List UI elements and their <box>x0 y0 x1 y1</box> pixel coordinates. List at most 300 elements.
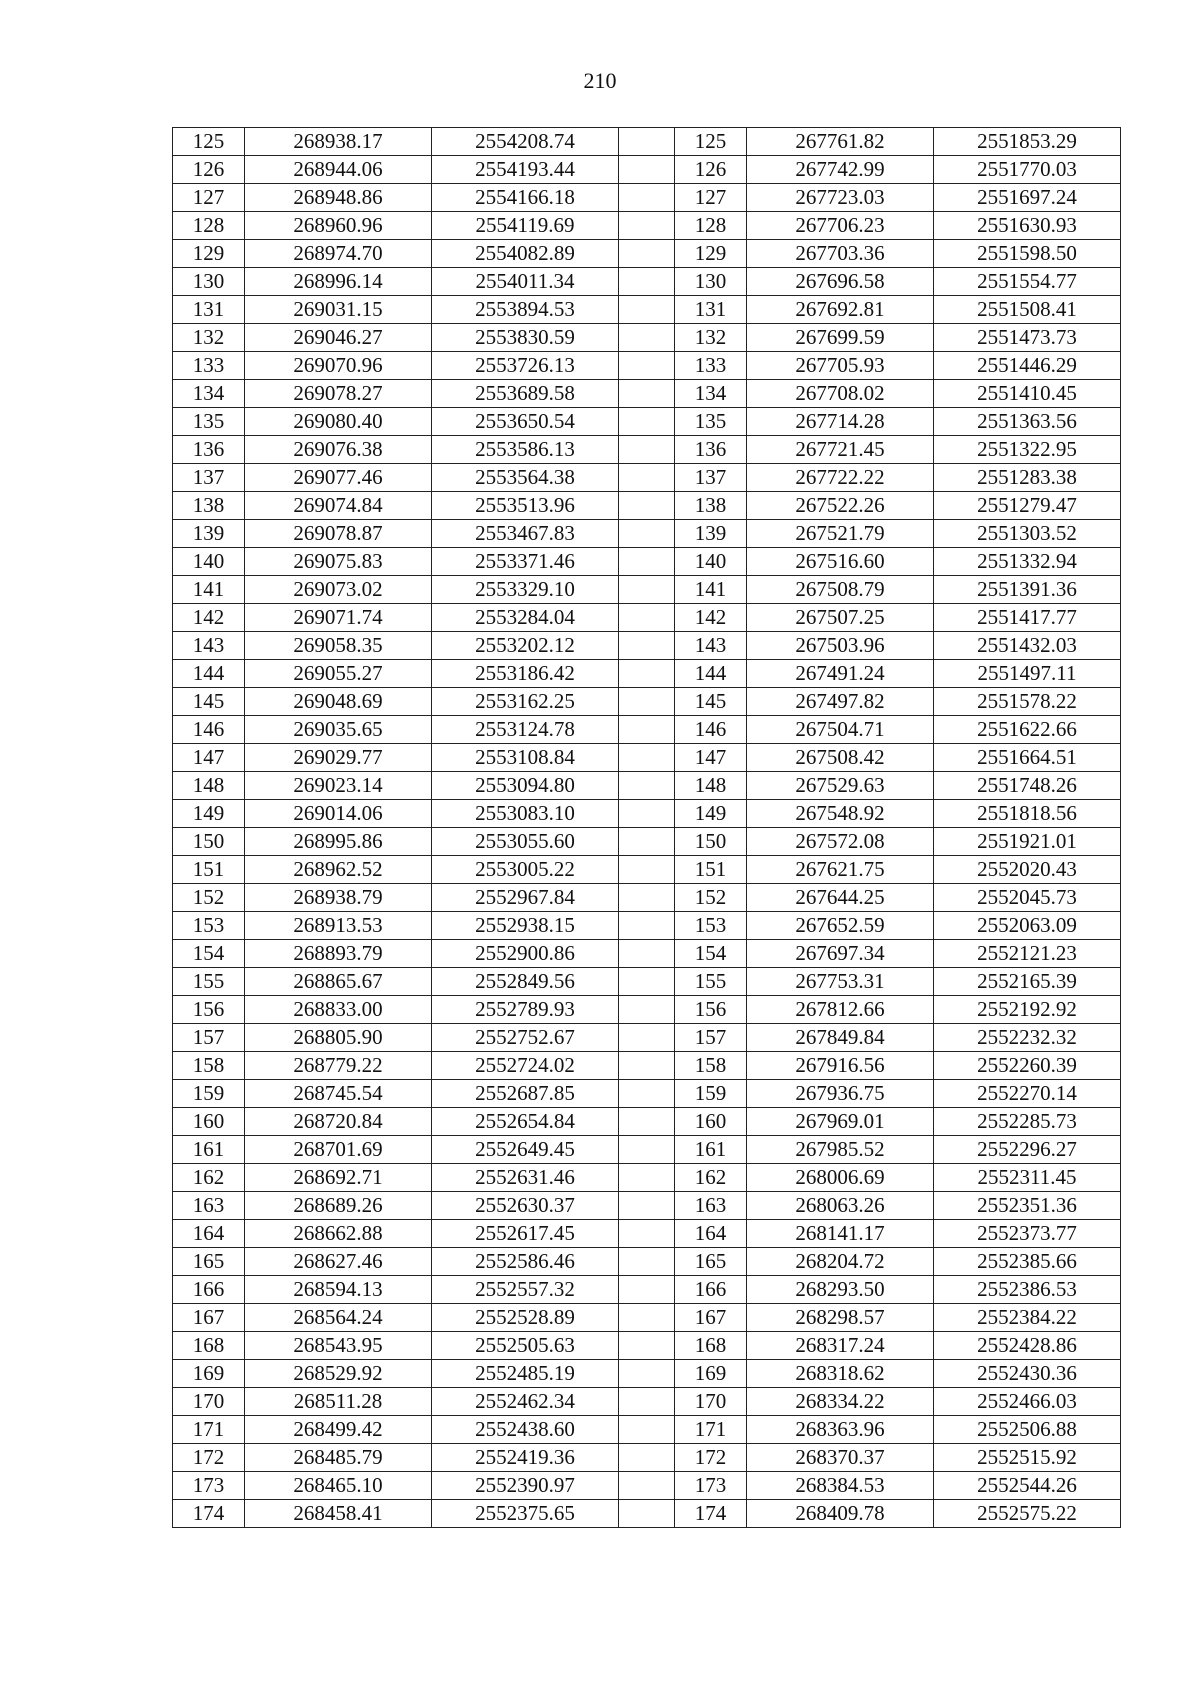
y-coordinate-left: 2552789.93 <box>432 996 619 1024</box>
spacer-cell <box>619 968 675 996</box>
table-row <box>173 380 1121 408</box>
spacer-cell <box>619 828 675 856</box>
y-coordinate-left: 2553726.13 <box>432 352 619 380</box>
point-number-right: 165 <box>675 1248 747 1276</box>
table-row <box>173 1304 1121 1332</box>
point-number-left: 142 <box>173 604 245 632</box>
x-coordinate-left: 268511.28 <box>245 1388 432 1416</box>
y-coordinate-left: 2552528.89 <box>432 1304 619 1332</box>
point-number-right: 130 <box>675 268 747 296</box>
spacer-cell <box>619 912 675 940</box>
x-coordinate-left: 269058.35 <box>245 632 432 660</box>
point-number-right: 138 <box>675 492 747 520</box>
point-number-left: 137 <box>173 464 245 492</box>
x-coordinate-right: 267692.81 <box>747 296 934 324</box>
table-row <box>173 464 1121 492</box>
x-coordinate-right: 267497.82 <box>747 688 934 716</box>
table-row <box>173 996 1121 1024</box>
table-row <box>173 968 1121 996</box>
x-coordinate-left: 268594.13 <box>245 1276 432 1304</box>
spacer-cell <box>619 1024 675 1052</box>
x-coordinate-right: 267706.23 <box>747 212 934 240</box>
point-number-left: 173 <box>173 1472 245 1500</box>
point-number-left: 153 <box>173 912 245 940</box>
table-row <box>173 716 1121 744</box>
point-number-right: 157 <box>675 1024 747 1052</box>
table-row <box>173 548 1121 576</box>
y-coordinate-left: 2552617.45 <box>432 1220 619 1248</box>
y-coordinate-left: 2552485.19 <box>432 1360 619 1388</box>
point-number-right: 148 <box>675 772 747 800</box>
x-coordinate-left: 269035.65 <box>245 716 432 744</box>
y-coordinate-right: 2551417.77 <box>934 604 1121 632</box>
point-number-left: 130 <box>173 268 245 296</box>
spacer-cell <box>619 436 675 464</box>
point-number-right: 131 <box>675 296 747 324</box>
point-number-right: 127 <box>675 184 747 212</box>
table-row <box>173 1276 1121 1304</box>
x-coordinate-right: 267812.66 <box>747 996 934 1024</box>
x-coordinate-left: 268865.67 <box>245 968 432 996</box>
x-coordinate-left: 268938.79 <box>245 884 432 912</box>
y-coordinate-right: 2552270.14 <box>934 1080 1121 1108</box>
x-coordinate-right: 267761.82 <box>747 128 934 156</box>
point-number-right: 166 <box>675 1276 747 1304</box>
x-coordinate-left: 268627.46 <box>245 1248 432 1276</box>
y-coordinate-right: 2552311.45 <box>934 1164 1121 1192</box>
point-number-right: 158 <box>675 1052 747 1080</box>
x-coordinate-right: 268298.57 <box>747 1304 934 1332</box>
coordinates-table <box>172 127 1121 1528</box>
x-coordinate-right: 267714.28 <box>747 408 934 436</box>
spacer-cell <box>619 240 675 268</box>
spacer-cell <box>619 128 675 156</box>
y-coordinate-left: 2552631.46 <box>432 1164 619 1192</box>
y-coordinate-left: 2553055.60 <box>432 828 619 856</box>
point-number-right: 149 <box>675 800 747 828</box>
x-coordinate-left: 269071.74 <box>245 604 432 632</box>
point-number-right: 155 <box>675 968 747 996</box>
point-number-right: 153 <box>675 912 747 940</box>
y-coordinate-left: 2552586.46 <box>432 1248 619 1276</box>
x-coordinate-right: 268063.26 <box>747 1192 934 1220</box>
point-number-left: 144 <box>173 660 245 688</box>
y-coordinate-left: 2554166.18 <box>432 184 619 212</box>
table-row <box>173 632 1121 660</box>
spacer-cell <box>619 1052 675 1080</box>
table-row <box>173 912 1121 940</box>
y-coordinate-right: 2551446.29 <box>934 352 1121 380</box>
x-coordinate-left: 268499.42 <box>245 1416 432 1444</box>
y-coordinate-left: 2553564.38 <box>432 464 619 492</box>
y-coordinate-right: 2551630.93 <box>934 212 1121 240</box>
spacer-cell <box>619 1360 675 1388</box>
spacer-cell <box>619 1444 675 1472</box>
table-row <box>173 1220 1121 1248</box>
point-number-right: 129 <box>675 240 747 268</box>
point-number-right: 146 <box>675 716 747 744</box>
table-row <box>173 296 1121 324</box>
x-coordinate-right: 267697.34 <box>747 940 934 968</box>
spacer-cell <box>619 352 675 380</box>
point-number-left: 126 <box>173 156 245 184</box>
x-coordinate-left: 269031.15 <box>245 296 432 324</box>
point-number-left: 151 <box>173 856 245 884</box>
x-coordinate-left: 268465.10 <box>245 1472 432 1500</box>
table-row <box>173 1108 1121 1136</box>
point-number-left: 129 <box>173 240 245 268</box>
x-coordinate-left: 268996.14 <box>245 268 432 296</box>
spacer-cell <box>619 1248 675 1276</box>
spacer-cell <box>619 492 675 520</box>
y-coordinate-right: 2552373.77 <box>934 1220 1121 1248</box>
spacer-cell <box>619 324 675 352</box>
point-number-right: 154 <box>675 940 747 968</box>
x-coordinate-left: 268948.86 <box>245 184 432 212</box>
spacer-cell <box>619 1108 675 1136</box>
point-number-left: 138 <box>173 492 245 520</box>
x-coordinate-left: 269077.46 <box>245 464 432 492</box>
spacer-cell <box>619 716 675 744</box>
spacer-cell <box>619 856 675 884</box>
y-coordinate-right: 2551473.73 <box>934 324 1121 352</box>
x-coordinate-right: 267753.31 <box>747 968 934 996</box>
x-coordinate-right: 268293.50 <box>747 1276 934 1304</box>
spacer-cell <box>619 604 675 632</box>
point-number-left: 140 <box>173 548 245 576</box>
x-coordinate-right: 268363.96 <box>747 1416 934 1444</box>
y-coordinate-right: 2551283.38 <box>934 464 1121 492</box>
x-coordinate-right: 268334.22 <box>747 1388 934 1416</box>
point-number-right: 133 <box>675 352 747 380</box>
y-coordinate-left: 2552557.32 <box>432 1276 619 1304</box>
y-coordinate-left: 2552505.63 <box>432 1332 619 1360</box>
x-coordinate-left: 268458.41 <box>245 1500 432 1528</box>
y-coordinate-right: 2551410.45 <box>934 380 1121 408</box>
spacer-cell <box>619 156 675 184</box>
x-coordinate-left: 268962.52 <box>245 856 432 884</box>
point-number-right: 151 <box>675 856 747 884</box>
spacer-cell <box>619 268 675 296</box>
point-number-right: 135 <box>675 408 747 436</box>
x-coordinate-right: 268204.72 <box>747 1248 934 1276</box>
spacer-cell <box>619 380 675 408</box>
x-coordinate-left: 269055.27 <box>245 660 432 688</box>
point-number-right: 159 <box>675 1080 747 1108</box>
x-coordinate-left: 268938.17 <box>245 128 432 156</box>
x-coordinate-left: 269029.77 <box>245 744 432 772</box>
spacer-cell <box>619 1500 675 1528</box>
table-row <box>173 1080 1121 1108</box>
y-coordinate-left: 2552967.84 <box>432 884 619 912</box>
table-row <box>173 772 1121 800</box>
point-number-left: 158 <box>173 1052 245 1080</box>
y-coordinate-right: 2552232.32 <box>934 1024 1121 1052</box>
point-number-left: 150 <box>173 828 245 856</box>
x-coordinate-right: 268409.78 <box>747 1500 934 1528</box>
y-coordinate-left: 2553284.04 <box>432 604 619 632</box>
point-number-left: 157 <box>173 1024 245 1052</box>
table-row <box>173 128 1121 156</box>
table-row <box>173 212 1121 240</box>
point-number-right: 134 <box>675 380 747 408</box>
x-coordinate-right: 267703.36 <box>747 240 934 268</box>
y-coordinate-right: 2552020.43 <box>934 856 1121 884</box>
x-coordinate-left: 269048.69 <box>245 688 432 716</box>
x-coordinate-left: 268833.00 <box>245 996 432 1024</box>
table-row <box>173 1416 1121 1444</box>
x-coordinate-right: 267708.02 <box>747 380 934 408</box>
point-number-left: 159 <box>173 1080 245 1108</box>
point-number-left: 169 <box>173 1360 245 1388</box>
spacer-cell <box>619 408 675 436</box>
x-coordinate-right: 267696.58 <box>747 268 934 296</box>
spacer-cell <box>619 212 675 240</box>
y-coordinate-right: 2551508.41 <box>934 296 1121 324</box>
y-coordinate-left: 2553108.84 <box>432 744 619 772</box>
point-number-left: 135 <box>173 408 245 436</box>
spacer-cell <box>619 660 675 688</box>
y-coordinate-right: 2552506.88 <box>934 1416 1121 1444</box>
point-number-right: 168 <box>675 1332 747 1360</box>
table-row <box>173 184 1121 212</box>
y-coordinate-right: 2551598.50 <box>934 240 1121 268</box>
coordinates-table-body <box>173 128 1121 1528</box>
table-row <box>173 1360 1121 1388</box>
y-coordinate-left: 2554119.69 <box>432 212 619 240</box>
x-coordinate-left: 269076.38 <box>245 436 432 464</box>
x-coordinate-right: 267723.03 <box>747 184 934 212</box>
spacer-cell <box>619 996 675 1024</box>
point-number-left: 168 <box>173 1332 245 1360</box>
point-number-right: 171 <box>675 1416 747 1444</box>
x-coordinate-right: 267621.75 <box>747 856 934 884</box>
x-coordinate-left: 268529.92 <box>245 1360 432 1388</box>
y-coordinate-left: 2552419.36 <box>432 1444 619 1472</box>
x-coordinate-left: 269074.84 <box>245 492 432 520</box>
point-number-right: 125 <box>675 128 747 156</box>
point-number-left: 139 <box>173 520 245 548</box>
y-coordinate-right: 2552045.73 <box>934 884 1121 912</box>
spacer-cell <box>619 1080 675 1108</box>
x-coordinate-left: 268960.96 <box>245 212 432 240</box>
table-row <box>173 576 1121 604</box>
spacer-cell <box>619 688 675 716</box>
x-coordinate-right: 268141.17 <box>747 1220 934 1248</box>
point-number-left: 125 <box>173 128 245 156</box>
spacer-cell <box>619 548 675 576</box>
point-number-left: 147 <box>173 744 245 772</box>
spacer-cell <box>619 1416 675 1444</box>
x-coordinate-right: 267916.56 <box>747 1052 934 1080</box>
x-coordinate-right: 267705.93 <box>747 352 934 380</box>
y-coordinate-left: 2552687.85 <box>432 1080 619 1108</box>
table-row <box>173 520 1121 548</box>
x-coordinate-left: 269080.40 <box>245 408 432 436</box>
y-coordinate-left: 2552438.60 <box>432 1416 619 1444</box>
table-row <box>173 1500 1121 1528</box>
point-number-right: 167 <box>675 1304 747 1332</box>
x-coordinate-right: 267522.26 <box>747 492 934 520</box>
y-coordinate-left: 2554208.74 <box>432 128 619 156</box>
y-coordinate-right: 2551303.52 <box>934 520 1121 548</box>
spacer-cell <box>619 1388 675 1416</box>
point-number-right: 169 <box>675 1360 747 1388</box>
x-coordinate-left: 268995.86 <box>245 828 432 856</box>
y-coordinate-right: 2552466.03 <box>934 1388 1121 1416</box>
y-coordinate-right: 2551363.56 <box>934 408 1121 436</box>
y-coordinate-right: 2552515.92 <box>934 1444 1121 1472</box>
y-coordinate-left: 2553124.78 <box>432 716 619 744</box>
y-coordinate-right: 2552121.23 <box>934 940 1121 968</box>
y-coordinate-right: 2551391.36 <box>934 576 1121 604</box>
y-coordinate-right: 2551770.03 <box>934 156 1121 184</box>
table-row <box>173 1472 1121 1500</box>
x-coordinate-right: 267742.99 <box>747 156 934 184</box>
y-coordinate-left: 2554193.44 <box>432 156 619 184</box>
y-coordinate-left: 2553830.59 <box>432 324 619 352</box>
x-coordinate-left: 269078.87 <box>245 520 432 548</box>
y-coordinate-left: 2552462.34 <box>432 1388 619 1416</box>
x-coordinate-right: 267507.25 <box>747 604 934 632</box>
y-coordinate-right: 2551853.29 <box>934 128 1121 156</box>
spacer-cell <box>619 1276 675 1304</box>
point-number-left: 156 <box>173 996 245 1024</box>
y-coordinate-left: 2553650.54 <box>432 408 619 436</box>
spacer-cell <box>619 184 675 212</box>
x-coordinate-right: 267644.25 <box>747 884 934 912</box>
point-number-left: 148 <box>173 772 245 800</box>
x-coordinate-left: 269023.14 <box>245 772 432 800</box>
table-row <box>173 1052 1121 1080</box>
x-coordinate-left: 269046.27 <box>245 324 432 352</box>
point-number-left: 132 <box>173 324 245 352</box>
y-coordinate-left: 2552938.15 <box>432 912 619 940</box>
point-number-left: 172 <box>173 1444 245 1472</box>
table-row <box>173 436 1121 464</box>
point-number-right: 161 <box>675 1136 747 1164</box>
y-coordinate-left: 2553586.13 <box>432 436 619 464</box>
table-row <box>173 324 1121 352</box>
y-coordinate-right: 2551818.56 <box>934 800 1121 828</box>
spacer-cell <box>619 632 675 660</box>
x-coordinate-left: 268893.79 <box>245 940 432 968</box>
spacer-cell <box>619 464 675 492</box>
y-coordinate-left: 2553083.10 <box>432 800 619 828</box>
y-coordinate-right: 2552165.39 <box>934 968 1121 996</box>
spacer-cell <box>619 576 675 604</box>
spacer-cell <box>619 1472 675 1500</box>
point-number-left: 161 <box>173 1136 245 1164</box>
point-number-right: 142 <box>675 604 747 632</box>
point-number-left: 141 <box>173 576 245 604</box>
table-row <box>173 1136 1121 1164</box>
point-number-right: 132 <box>675 324 747 352</box>
point-number-left: 149 <box>173 800 245 828</box>
point-number-right: 147 <box>675 744 747 772</box>
point-number-left: 174 <box>173 1500 245 1528</box>
x-coordinate-left: 268701.69 <box>245 1136 432 1164</box>
x-coordinate-left: 268689.26 <box>245 1192 432 1220</box>
x-coordinate-right: 268006.69 <box>747 1164 934 1192</box>
y-coordinate-right: 2552430.36 <box>934 1360 1121 1388</box>
spacer-cell <box>619 940 675 968</box>
table-row <box>173 240 1121 268</box>
point-number-left: 163 <box>173 1192 245 1220</box>
x-coordinate-left: 269075.83 <box>245 548 432 576</box>
table-row <box>173 156 1121 184</box>
point-number-left: 164 <box>173 1220 245 1248</box>
point-number-right: 162 <box>675 1164 747 1192</box>
x-coordinate-left: 269073.02 <box>245 576 432 604</box>
point-number-right: 145 <box>675 688 747 716</box>
y-coordinate-right: 2552544.26 <box>934 1472 1121 1500</box>
y-coordinate-left: 2553094.80 <box>432 772 619 800</box>
point-number-left: 128 <box>173 212 245 240</box>
y-coordinate-left: 2553689.58 <box>432 380 619 408</box>
x-coordinate-right: 267969.01 <box>747 1108 934 1136</box>
y-coordinate-left: 2553371.46 <box>432 548 619 576</box>
x-coordinate-left: 268720.84 <box>245 1108 432 1136</box>
point-number-right: 143 <box>675 632 747 660</box>
table-row <box>173 352 1121 380</box>
x-coordinate-left: 269078.27 <box>245 380 432 408</box>
point-number-left: 134 <box>173 380 245 408</box>
y-coordinate-right: 2552385.66 <box>934 1248 1121 1276</box>
y-coordinate-left: 2553513.96 <box>432 492 619 520</box>
point-number-right: 126 <box>675 156 747 184</box>
y-coordinate-right: 2551279.47 <box>934 492 1121 520</box>
table-row <box>173 492 1121 520</box>
y-coordinate-right: 2551322.95 <box>934 436 1121 464</box>
point-number-right: 128 <box>675 212 747 240</box>
y-coordinate-right: 2552386.53 <box>934 1276 1121 1304</box>
x-coordinate-right: 267503.96 <box>747 632 934 660</box>
x-coordinate-left: 268564.24 <box>245 1304 432 1332</box>
x-coordinate-right: 267548.92 <box>747 800 934 828</box>
y-coordinate-right: 2551578.22 <box>934 688 1121 716</box>
spacer-cell <box>619 520 675 548</box>
point-number-right: 150 <box>675 828 747 856</box>
point-number-left: 145 <box>173 688 245 716</box>
point-number-left: 170 <box>173 1388 245 1416</box>
y-coordinate-right: 2552192.92 <box>934 996 1121 1024</box>
y-coordinate-left: 2554011.34 <box>432 268 619 296</box>
point-number-right: 174 <box>675 1500 747 1528</box>
x-coordinate-right: 267529.63 <box>747 772 934 800</box>
x-coordinate-right: 268318.62 <box>747 1360 934 1388</box>
point-number-right: 136 <box>675 436 747 464</box>
point-number-right: 139 <box>675 520 747 548</box>
table-row <box>173 604 1121 632</box>
point-number-left: 133 <box>173 352 245 380</box>
y-coordinate-left: 2552649.45 <box>432 1136 619 1164</box>
y-coordinate-right: 2552351.36 <box>934 1192 1121 1220</box>
y-coordinate-left: 2552375.65 <box>432 1500 619 1528</box>
point-number-left: 155 <box>173 968 245 996</box>
x-coordinate-left: 269070.96 <box>245 352 432 380</box>
spacer-cell <box>619 1332 675 1360</box>
point-number-right: 152 <box>675 884 747 912</box>
table-row <box>173 744 1121 772</box>
y-coordinate-left: 2553162.25 <box>432 688 619 716</box>
point-number-left: 143 <box>173 632 245 660</box>
x-coordinate-right: 267985.52 <box>747 1136 934 1164</box>
x-coordinate-right: 267491.24 <box>747 660 934 688</box>
y-coordinate-right: 2552575.22 <box>934 1500 1121 1528</box>
x-coordinate-right: 267936.75 <box>747 1080 934 1108</box>
x-coordinate-right: 267572.08 <box>747 828 934 856</box>
